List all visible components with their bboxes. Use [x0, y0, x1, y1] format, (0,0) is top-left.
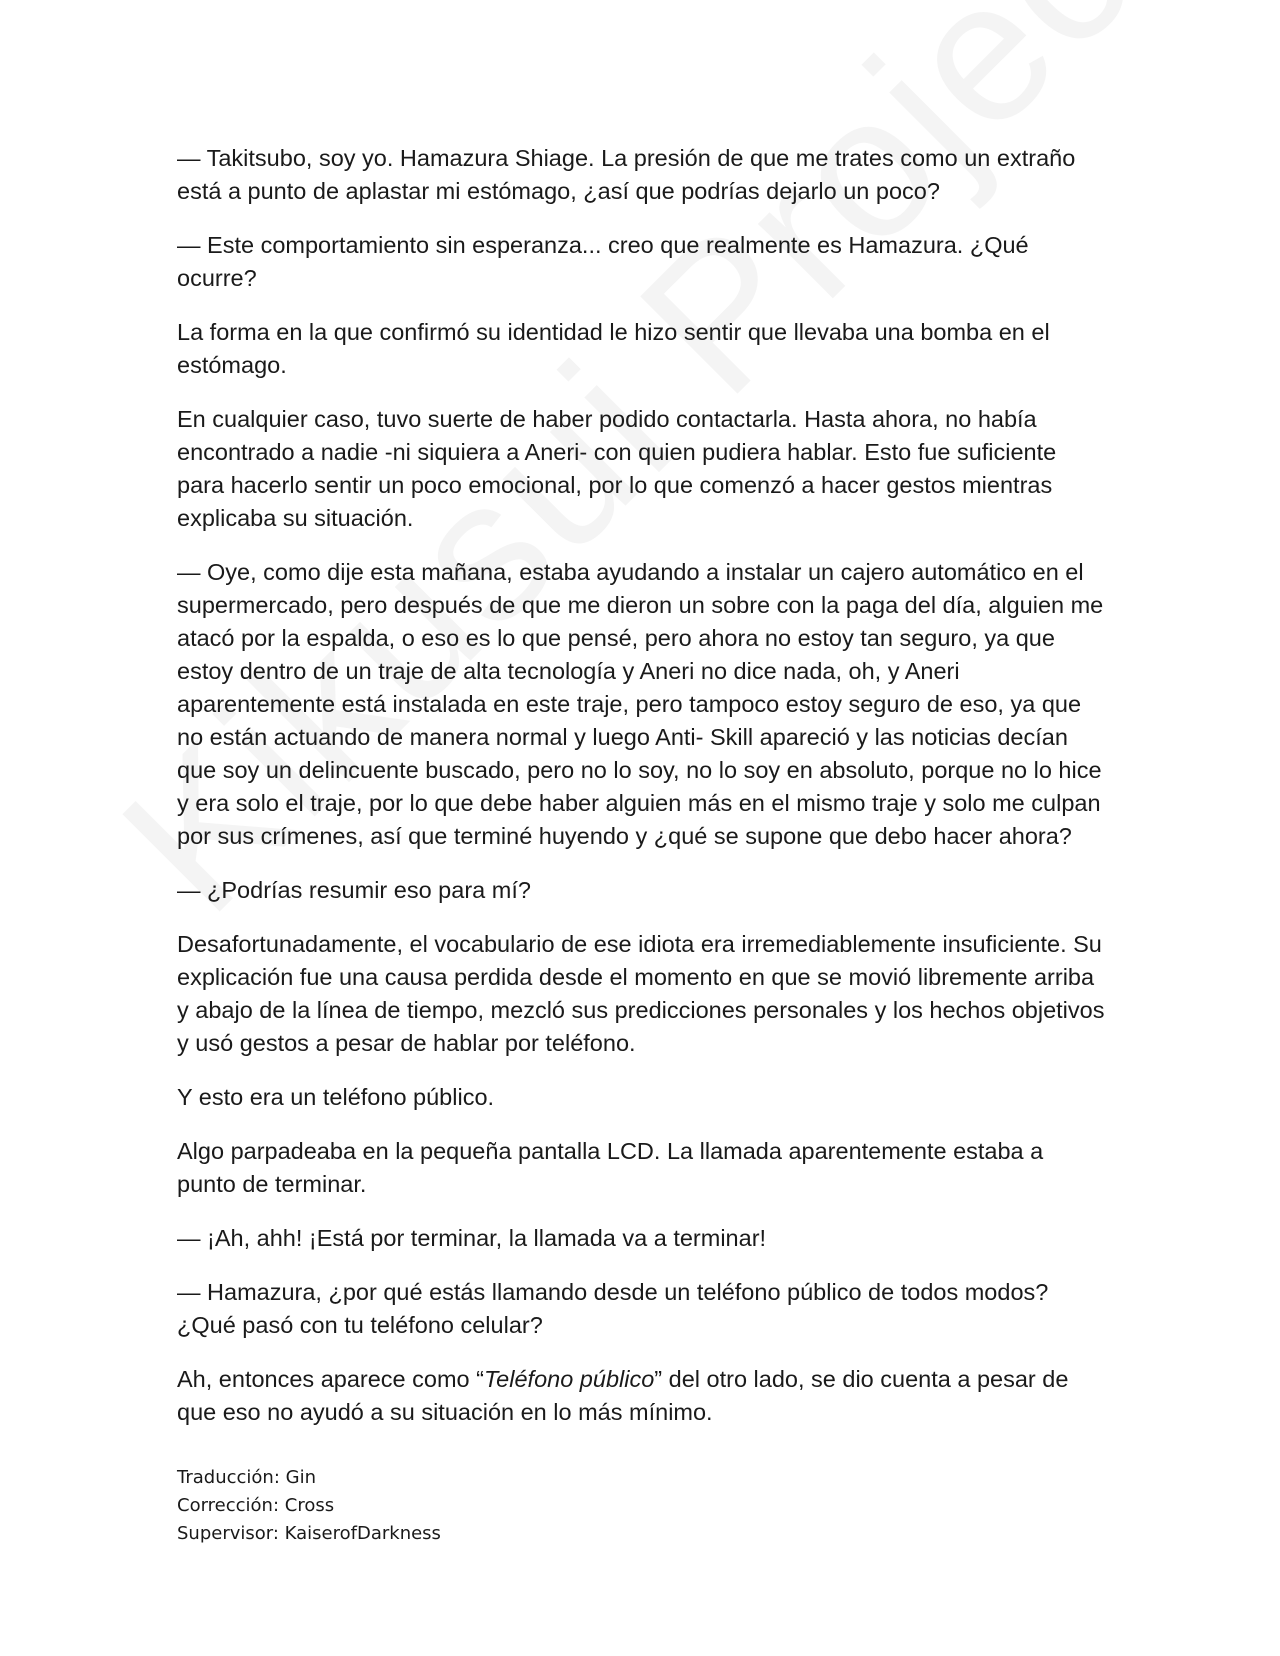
credit-supervisor: Supervisor: KaiserofDarkness — [177, 1523, 441, 1544]
last-paragraph-before: Ah, entonces aparece como “ — [177, 1366, 484, 1392]
paragraph: — ¿Podrías resumir eso para mí? — [177, 877, 531, 903]
body-text — [177, 142, 1107, 1429]
paragraph: Y esto era un teléfono público. — [177, 1084, 495, 1110]
paragraph: — ¡Ah, ahh! ¡Está por terminar, la llamada va a terminar! — [177, 1225, 767, 1251]
paragraph: — Oye, como dije esta mañana, estaba ayudando a instalar un cajero automático en el supermercado, pero después de que me dieron un sobre con la paga del día, alguien me atacó por la espalda, o eso es lo que pensé, pero ahora no estoy tan seguro, ya que estoy dentro de un traje de alta tecnología y Aneri no dice nada, oh, y Aneri aparentemente está instalada en este traje, pero tampoco estoy seguro de eso, ya que no están actuando de manera normal y luego Anti- Skill apareció y las noticias decían que soy un delincuente buscado, pero no lo soy, no lo soy en absoluto, porque no lo hice y era solo el traje, por lo que debe haber alguien más en el mismo traje y solo me culpan por sus crímenes, así que terminé huyendo y ¿qué se supone que debo hacer ahora? — [177, 559, 1104, 849]
paragraph: — Hamazura, ¿por qué estás llamando desde un teléfono público de todos modos? ¿Qué pasó con tu teléfono celular? — [177, 1279, 1049, 1338]
paragraph: Algo parpadeaba en la pequeña pantalla LCD. La llamada aparentemente estaba a punto de terminar. — [177, 1138, 1044, 1197]
paragraph-last — [177, 1363, 1107, 1429]
paragraph: En cualquier caso, tuvo suerte de haber podido contactarla. Hasta ahora, no había encontrado a nadie -ni siquiera a Aneri- con quien pudiera hablar. Esto fue suficiente para hacerlo sentir un poco emocional, por lo que comenzó a hacer gestos mientras explicaba su situación. — [177, 406, 1057, 531]
paragraph: — Este comportamiento sin esperanza... creo que realmente es Hamazura. ¿Qué ocurre? — [177, 232, 1029, 291]
last-paragraph-italic: Teléfono público — [483, 1366, 655, 1392]
paragraph: — Takitsubo, soy yo. Hamazura Shiage. La presión de que me trates como un extraño está a punto de aplastar mi estómago, ¿así que podrías dejarlo un poco? — [177, 145, 1076, 204]
credit-correction: Corrección: Cross — [177, 1495, 335, 1516]
last-paragraph-after: ” del otro lado, se dio cuenta a pesar de que eso no ayudó a su situación en lo más mínimo. — [177, 1366, 1069, 1425]
credit-translation: Traducción: Gin — [177, 1467, 316, 1488]
paragraph: Desafortunadamente, el vocabulario de ese idiota era irremediablemente insuficiente. Su explicación fue una causa perdida desde el momento en que se movió libremente arriba y abajo de la línea de tiempo, mezcló sus predicciones personales y los hechos objetivos y usó gestos a pesar de hablar por teléfono. — [177, 931, 1105, 1056]
credits — [177, 1464, 441, 1548]
paragraph: La forma en la que confirmó su identidad le hizo sentir que llevaba una bomba en el estómago. — [177, 319, 1050, 378]
